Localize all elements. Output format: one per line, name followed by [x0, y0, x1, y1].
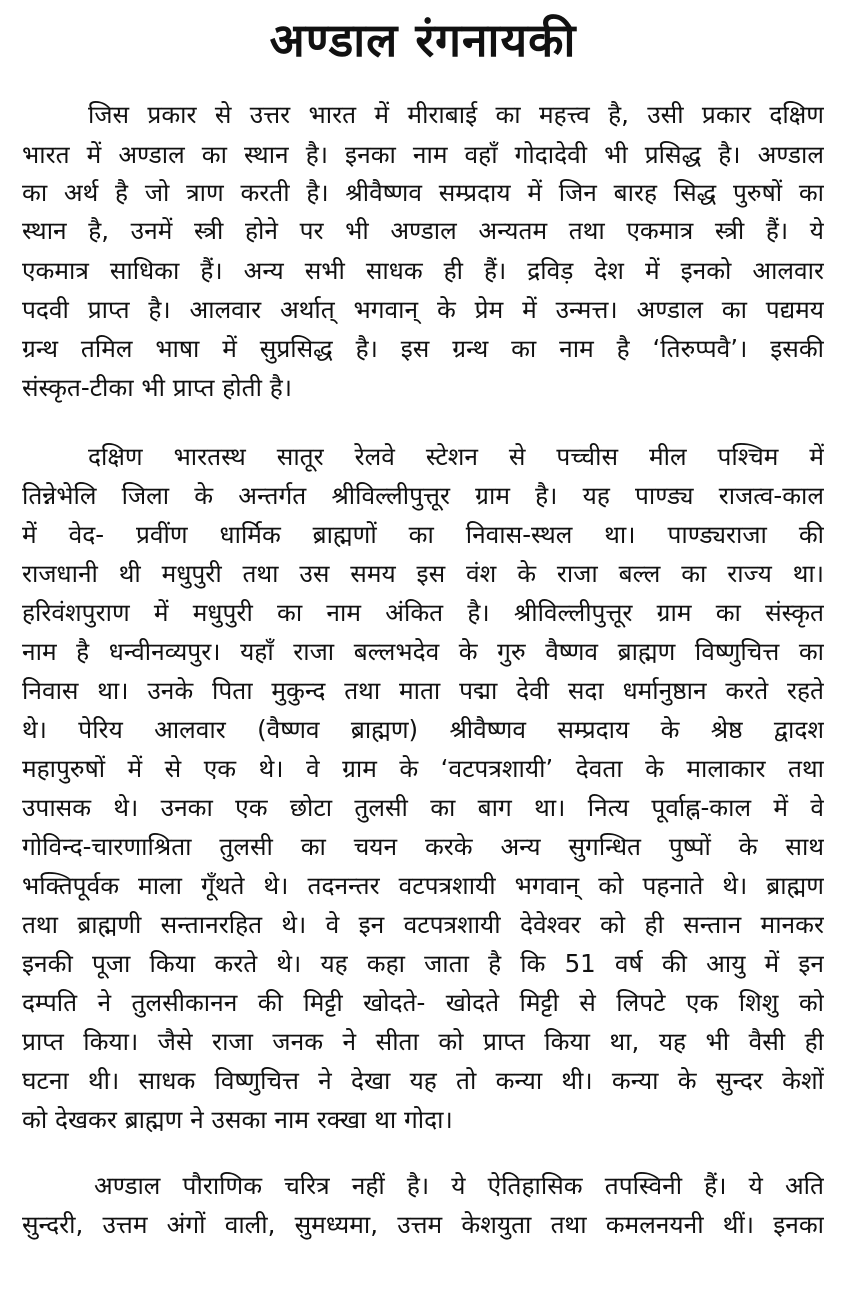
text-line: ग्रन्थ तमिल भाषा में सुप्रसिद्ध है। इस ग्रन्थ का नाम है ‘तिरुप्पवै’। इसकी [22, 334, 824, 363]
text-line: तथा ब्राह्मणी सन्तानरहित थे। वे इन वटपत्रशायी देवेश्वर को ही सन्तान मानकर [22, 910, 824, 939]
text-line: को देखकर ब्राह्मण ने उसका नाम रक्खा था गोदा। [22, 1105, 453, 1134]
text-line: में वेद- प्रवींण धार्मिक ब्राह्मणों का निवास-स्थल था। पाण्ड्यराजा की [22, 520, 824, 549]
text-line: जिस प्रकार से उत्तर भारत में मीराबाई का महत्त्व है, उसी प्रकार दक्षिण [88, 100, 824, 129]
text-line: भारत में अण्डाल का स्थान है। इनका नाम वहाँ गोदादेवी भी प्रसिद्ध है। अण्डाल [22, 140, 824, 169]
text-line: महापुरुषों में से एक थे। वे ग्राम के ‘वटपत्रशायी’ देवता के मालाकार तथा [22, 754, 824, 783]
text-line: निवास था। उनके पिता मुकुन्द तथा माता पद्मा देवी सदा धर्मानुष्ठान करते रहते [22, 676, 824, 705]
text-line: गोविन्द-चारणाश्रिता तुलसी का चयन करके अन्य सुगन्धित पुष्पों के साथ [22, 832, 824, 861]
text-line: तिन्नेभेलि जिला के अन्तर्गत श्रीविल्लीपुत्तूर ग्राम है। यह पाण्ड्य राजत्व-काल [22, 481, 824, 510]
text-line: दक्षिण भारतस्थ सातूर रेलवे स्टेशन से पच्चीस मील पश्चिम में [88, 442, 824, 471]
page-title: अण्डाल रंगनायकी [269, 13, 577, 67]
text-line: इनकी पूजा किया करते थे। यह कहा जाता है कि 51 वर्ष की आयु में इन [22, 949, 824, 978]
text-line: एकमात्र साधिका हैं। अन्य सभी साधक ही हैं। द्रविड़ देश में इनको आलवार [22, 256, 824, 285]
text-line: घटना थी। साधक विष्णुचित्त ने देखा यह तो कन्या थी। कन्या के सुन्दर केशों [22, 1066, 824, 1095]
text-line: अण्डाल पौराणिक चरित्र नहीं है। ये ऐतिहासिक तपस्विनी हैं। ये अति [94, 1171, 824, 1200]
text-line: दम्पति ने तुलसीकानन की मिट्टी खोदते- खोदते मिट्टी से लिपटे एक शिशु को [22, 988, 824, 1017]
text-line: सुन्दरी, उत्तम अंगों वाली, सुमध्यमा, उत्तम केशयुता तथा कमलनयनी थीं। इनका [22, 1210, 824, 1239]
text-line: का अर्थ है जो त्राण करती है। श्रीवैष्णव सम्प्रदाय में जिन बारह सिद्ध पुरुषों का [22, 178, 824, 207]
text-line: पदवी प्राप्त है। आलवार अर्थात् भगवान् के प्रेम में उन्मत्त। अण्डाल का पद्यमय [22, 295, 824, 324]
text-line: प्राप्त किया। जैसे राजा जनक ने सीता को प्राप्त किया था, यह भी वैसी ही [22, 1027, 824, 1056]
text-line: नाम है धन्वीनव्यपुर। यहाँ राजा बल्लभदेव के गुरु वैष्णव ब्राह्मण विष्णुचित्त का [22, 637, 824, 666]
text-line: संस्कृत-टीका भी प्राप्त होती है। [22, 373, 293, 402]
text-line: उपासक थे। उनका एक छोटा तुलसी का बाग था। नित्य पूर्वाह्न-काल में वे [22, 793, 824, 822]
text-line: स्थान है, उनमें स्त्री होने पर भी अण्डाल अन्यतम तथा एकमात्र स्त्री हैं। ये [22, 216, 824, 245]
text-line: राजधानी थी मधुपुरी तथा उस समय इस वंश के राजा बल्ल का राज्य था। [22, 559, 824, 588]
text-line: भक्तिपूर्वक माला गूँथते थे। तदनन्तर वटपत्रशायी भगवान् को पहनाते थे। ब्राह्मण [22, 871, 824, 900]
text-line: थे। पेरिय आलवार (वैष्णव ब्राह्मण) श्रीवैष्णव सम्प्रदाय के श्रेष्ठ द्वादश [22, 715, 824, 744]
text-line: हरिवंशपुराण में मधुपुरी का नाम अंकित है। श्रीविल्लीपुत्तूर ग्राम का संस्कृत [22, 598, 824, 627]
